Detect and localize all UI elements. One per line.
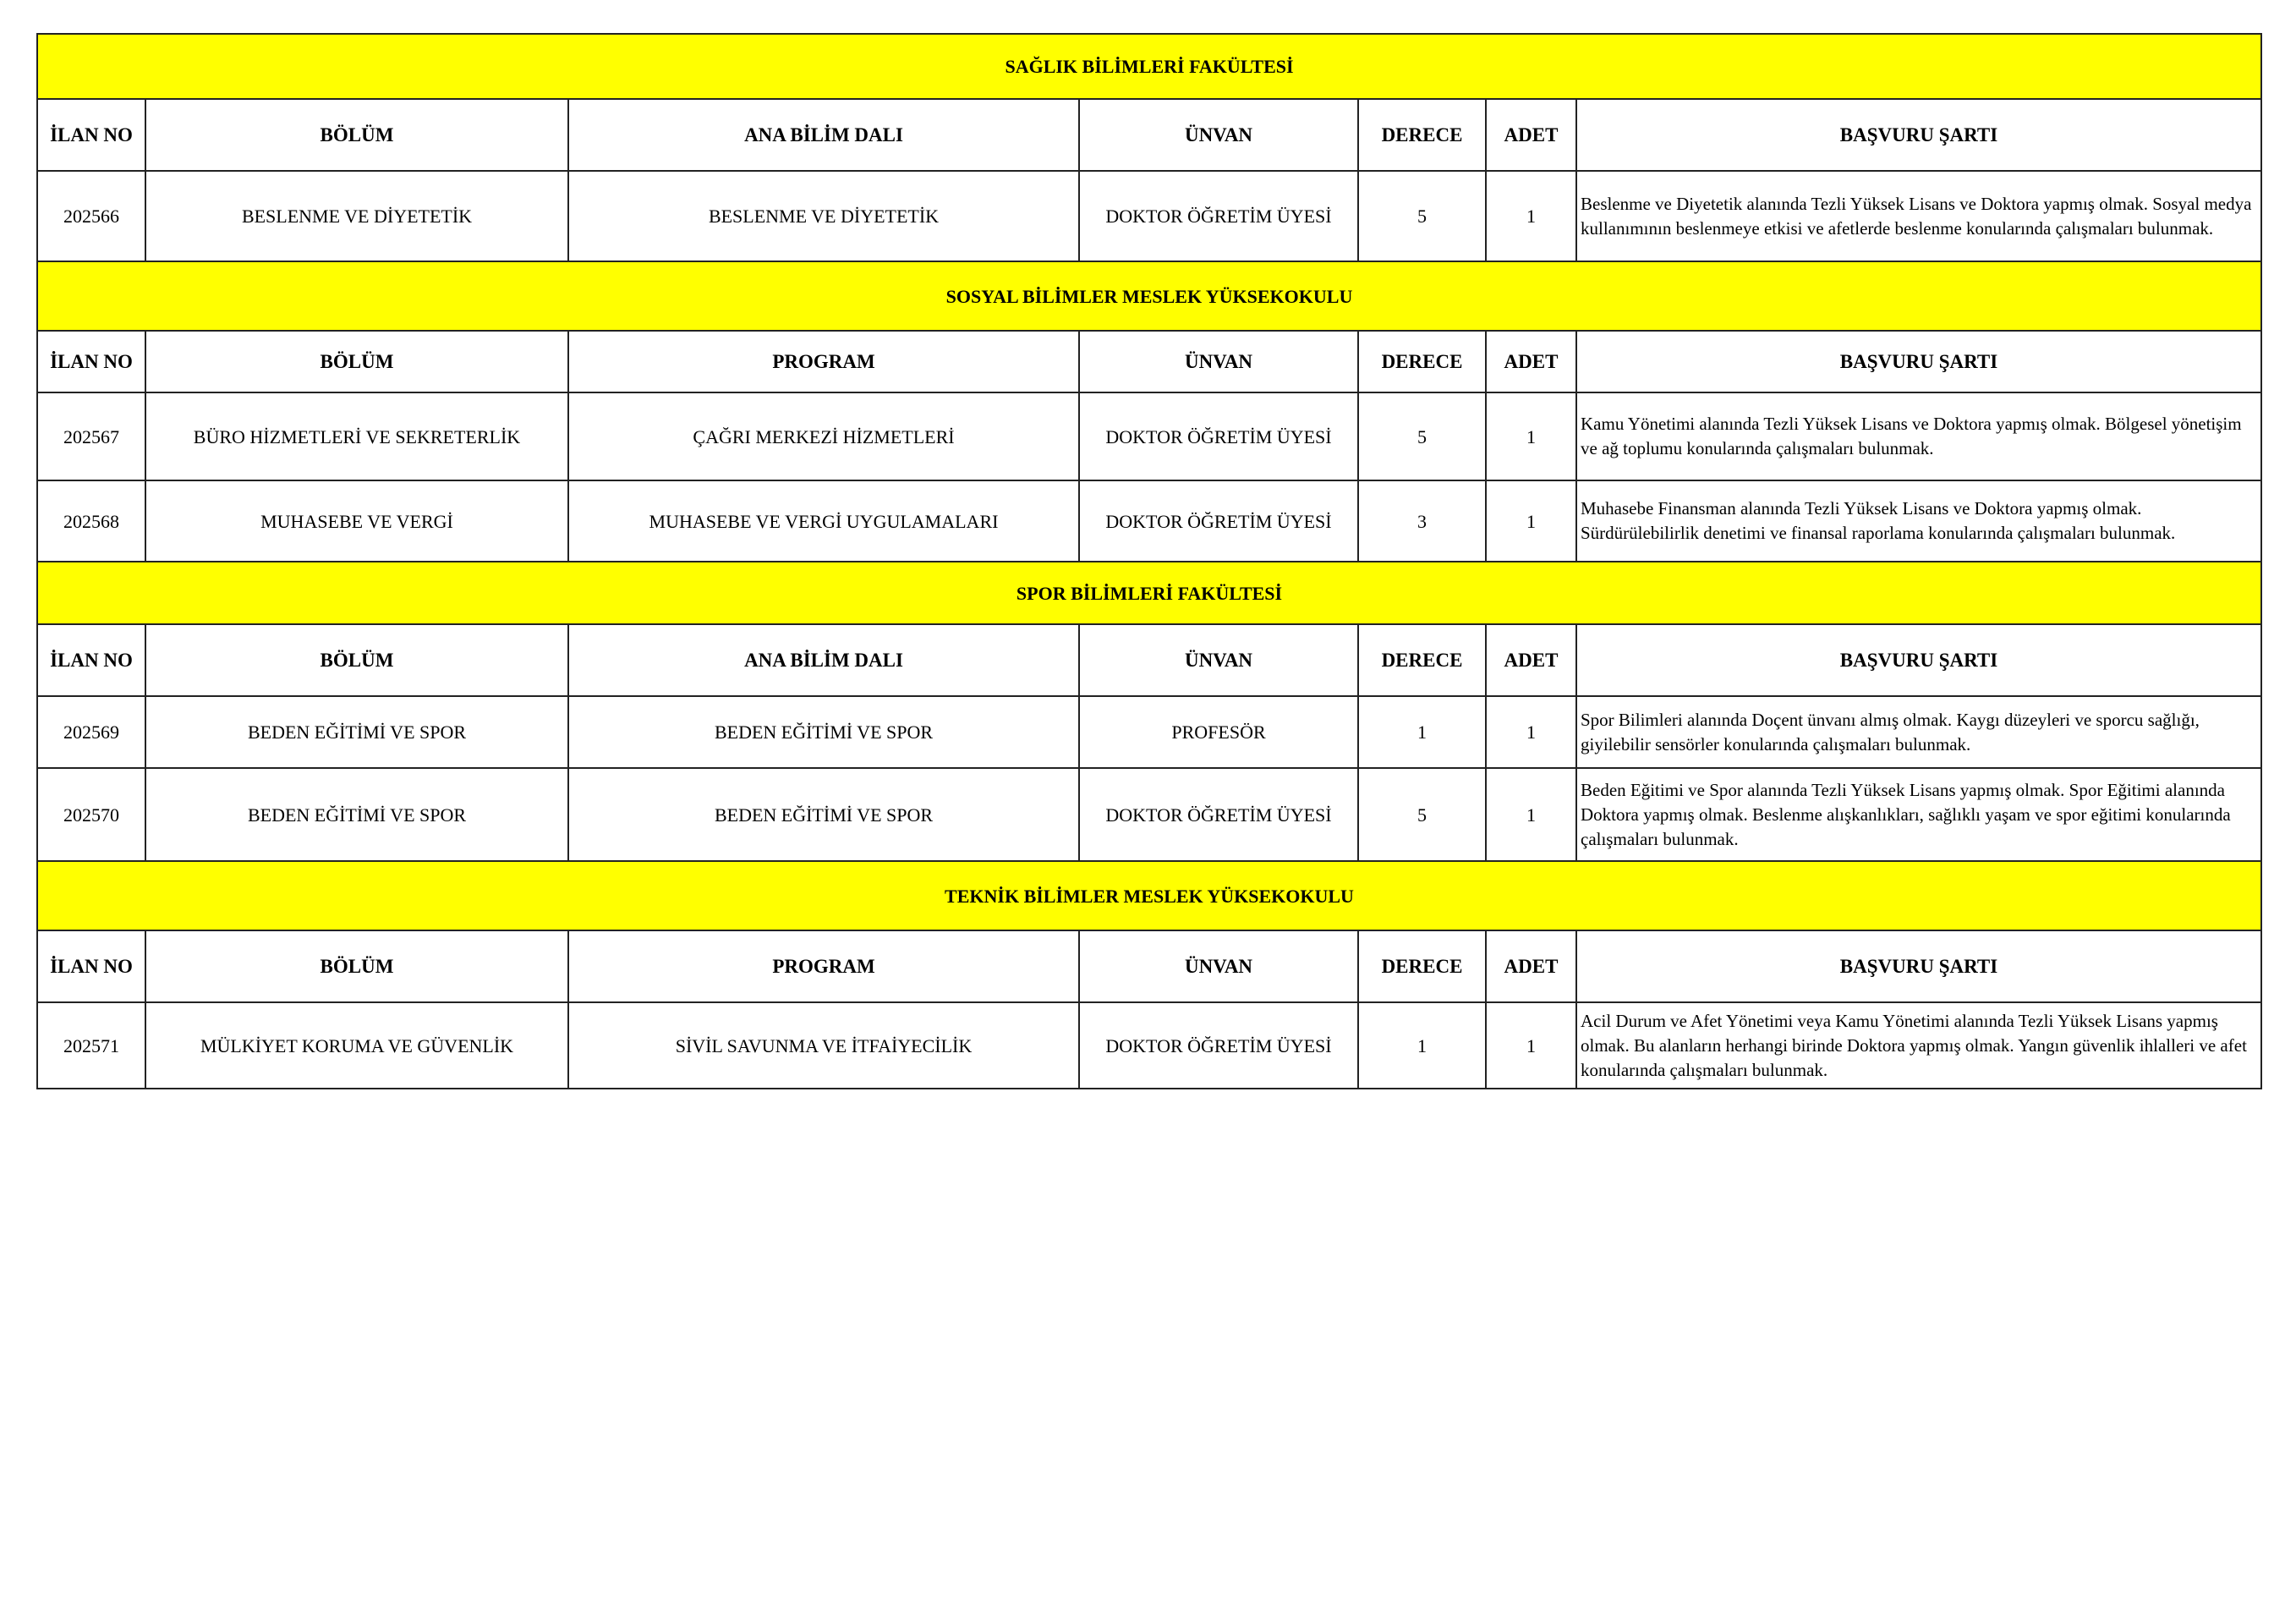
header-basvuru-sarti: BAŞVURU ŞARTI [1576,99,2261,171]
column-header-row [37,331,2261,392]
section-title-row [37,261,2261,331]
header-ilan-no: İLAN NO [37,624,145,696]
section-title: SPOR BİLİMLERİ FAKÜLTESİ [37,562,2261,624]
cell-bolum: MÜLKİYET KORUMA VE GÜVENLİK [145,1002,568,1089]
cell-ilan-no: 202569 [37,696,145,768]
table-row [37,1002,2261,1089]
cell-unvan: PROFESÖR [1079,696,1358,768]
header-bolum: BÖLÜM [145,930,568,1002]
cell-bolum: BESLENME VE DİYETETİK [145,171,568,261]
header-ilan-no: İLAN NO [37,930,145,1002]
cell-adet: 1 [1486,392,1576,480]
cell-ilan-no: 202567 [37,392,145,480]
cell-bolum: MUHASEBE VE VERGİ [145,480,568,562]
cell-adet: 1 [1486,696,1576,768]
cell-derece: 1 [1358,696,1486,768]
table-row [37,480,2261,562]
cell-ilan-no: 202568 [37,480,145,562]
cell-basvuru-sarti: Kamu Yönetimi alanında Tezli Yüksek Lisans ve Doktora yapmış olmak. Bölgesel yönetişim ve ağ toplumu konularında çalışmaları bulunmak. [1576,392,2261,480]
column-header-row [37,99,2261,171]
cell-basvuru-sarti: Acil Durum ve Afet Yönetimi veya Kamu Yönetimi alanında Tezli Yüksek Lisans yapmış olmak. Bu alanların herhangi birinde Doktora yapmış olmak. Yangın güvenlik ihlalleri ve afet konularında çalışmaları bulunmak. [1576,1002,2261,1089]
header-birim: ANA BİLİM DALI [568,624,1079,696]
cell-basvuru-sarti: Beden Eğitimi ve Spor alanında Tezli Yüksek Lisans yapmış olmak. Spor Eğitimi alanında Doktora yapmış olmak. Beslenme alışkanlıkları, sağlıklı yaşam ve spor eğitimi konularında çalışmaları bulunmak. [1576,768,2261,861]
header-derece: DERECE [1358,99,1486,171]
header-adet: ADET [1486,624,1576,696]
cell-basvuru-sarti: Spor Bilimleri alanında Doçent ünvanı almış olmak. Kaygı düzeyleri ve sporcu sağlığı, giyilebilir sensörler konularında çalışmaları bulunmak. [1576,696,2261,768]
cell-bolum: BÜRO HİZMETLERİ VE SEKRETERLİK [145,392,568,480]
cell-birim: ÇAĞRI MERKEZİ HİZMETLERİ [568,392,1079,480]
cell-birim: SİVİL SAVUNMA VE İTFAİYECİLİK [568,1002,1079,1089]
cell-birim: MUHASEBE VE VERGİ UYGULAMALARI [568,480,1079,562]
cell-adet: 1 [1486,171,1576,261]
cell-ilan-no: 202571 [37,1002,145,1089]
cell-ilan-no: 202566 [37,171,145,261]
cell-adet: 1 [1486,768,1576,861]
table-row [37,768,2261,861]
cell-birim: BEDEN EĞİTİMİ VE SPOR [568,696,1079,768]
table-row [37,171,2261,261]
cell-derece: 1 [1358,1002,1486,1089]
cell-derece: 5 [1358,768,1486,861]
announcement-table [36,33,2262,1089]
header-birim: PROGRAM [568,331,1079,392]
table-row [37,696,2261,768]
cell-birim: BEDEN EĞİTİMİ VE SPOR [568,768,1079,861]
header-bolum: BÖLÜM [145,331,568,392]
cell-ilan-no: 202570 [37,768,145,861]
header-birim: ANA BİLİM DALI [568,99,1079,171]
column-header-row [37,624,2261,696]
table-row [37,392,2261,480]
cell-derece: 5 [1358,171,1486,261]
header-ilan-no: İLAN NO [37,99,145,171]
header-derece: DERECE [1358,331,1486,392]
section-title: TEKNİK BİLİMLER MESLEK YÜKSEKOKULU [37,861,2261,930]
cell-unvan: DOKTOR ÖĞRETİM ÜYESİ [1079,1002,1358,1089]
section-title-row [37,562,2261,624]
cell-derece: 3 [1358,480,1486,562]
header-adet: ADET [1486,99,1576,171]
section-title: SAĞLIK BİLİMLERİ FAKÜLTESİ [37,34,2261,99]
cell-bolum: BEDEN EĞİTİMİ VE SPOR [145,696,568,768]
header-basvuru-sarti: BAŞVURU ŞARTI [1576,930,2261,1002]
header-unvan: ÜNVAN [1079,99,1358,171]
cell-derece: 5 [1358,392,1486,480]
header-unvan: ÜNVAN [1079,624,1358,696]
cell-unvan: DOKTOR ÖĞRETİM ÜYESİ [1079,171,1358,261]
cell-adet: 1 [1486,480,1576,562]
cell-unvan: DOKTOR ÖĞRETİM ÜYESİ [1079,768,1358,861]
header-basvuru-sarti: BAŞVURU ŞARTI [1576,331,2261,392]
section-title: SOSYAL BİLİMLER MESLEK YÜKSEKOKULU [37,261,2261,331]
header-derece: DERECE [1358,930,1486,1002]
header-basvuru-sarti: BAŞVURU ŞARTI [1576,624,2261,696]
header-adet: ADET [1486,331,1576,392]
header-adet: ADET [1486,930,1576,1002]
header-ilan-no: İLAN NO [37,331,145,392]
cell-unvan: DOKTOR ÖĞRETİM ÜYESİ [1079,480,1358,562]
cell-basvuru-sarti: Muhasebe Finansman alanında Tezli Yüksek Lisans ve Doktora yapmış olmak. Sürdürülebilirlik denetimi ve finansal raporlama konularında çalışmaları bulunmak. [1576,480,2261,562]
cell-bolum: BEDEN EĞİTİMİ VE SPOR [145,768,568,861]
section-title-row [37,34,2261,99]
cell-birim: BESLENME VE DİYETETİK [568,171,1079,261]
section-title-row [37,861,2261,930]
header-bolum: BÖLÜM [145,624,568,696]
header-bolum: BÖLÜM [145,99,568,171]
column-header-row [37,930,2261,1002]
cell-adet: 1 [1486,1002,1576,1089]
header-unvan: ÜNVAN [1079,331,1358,392]
header-birim: PROGRAM [568,930,1079,1002]
header-derece: DERECE [1358,624,1486,696]
cell-basvuru-sarti: Beslenme ve Diyetetik alanında Tezli Yüksek Lisans ve Doktora yapmış olmak. Sosyal medya kullanımının beslenmeye etkisi ve afetlerde beslenme konularında çalışmaları bulunmak. [1576,171,2261,261]
header-unvan: ÜNVAN [1079,930,1358,1002]
cell-unvan: DOKTOR ÖĞRETİM ÜYESİ [1079,392,1358,480]
